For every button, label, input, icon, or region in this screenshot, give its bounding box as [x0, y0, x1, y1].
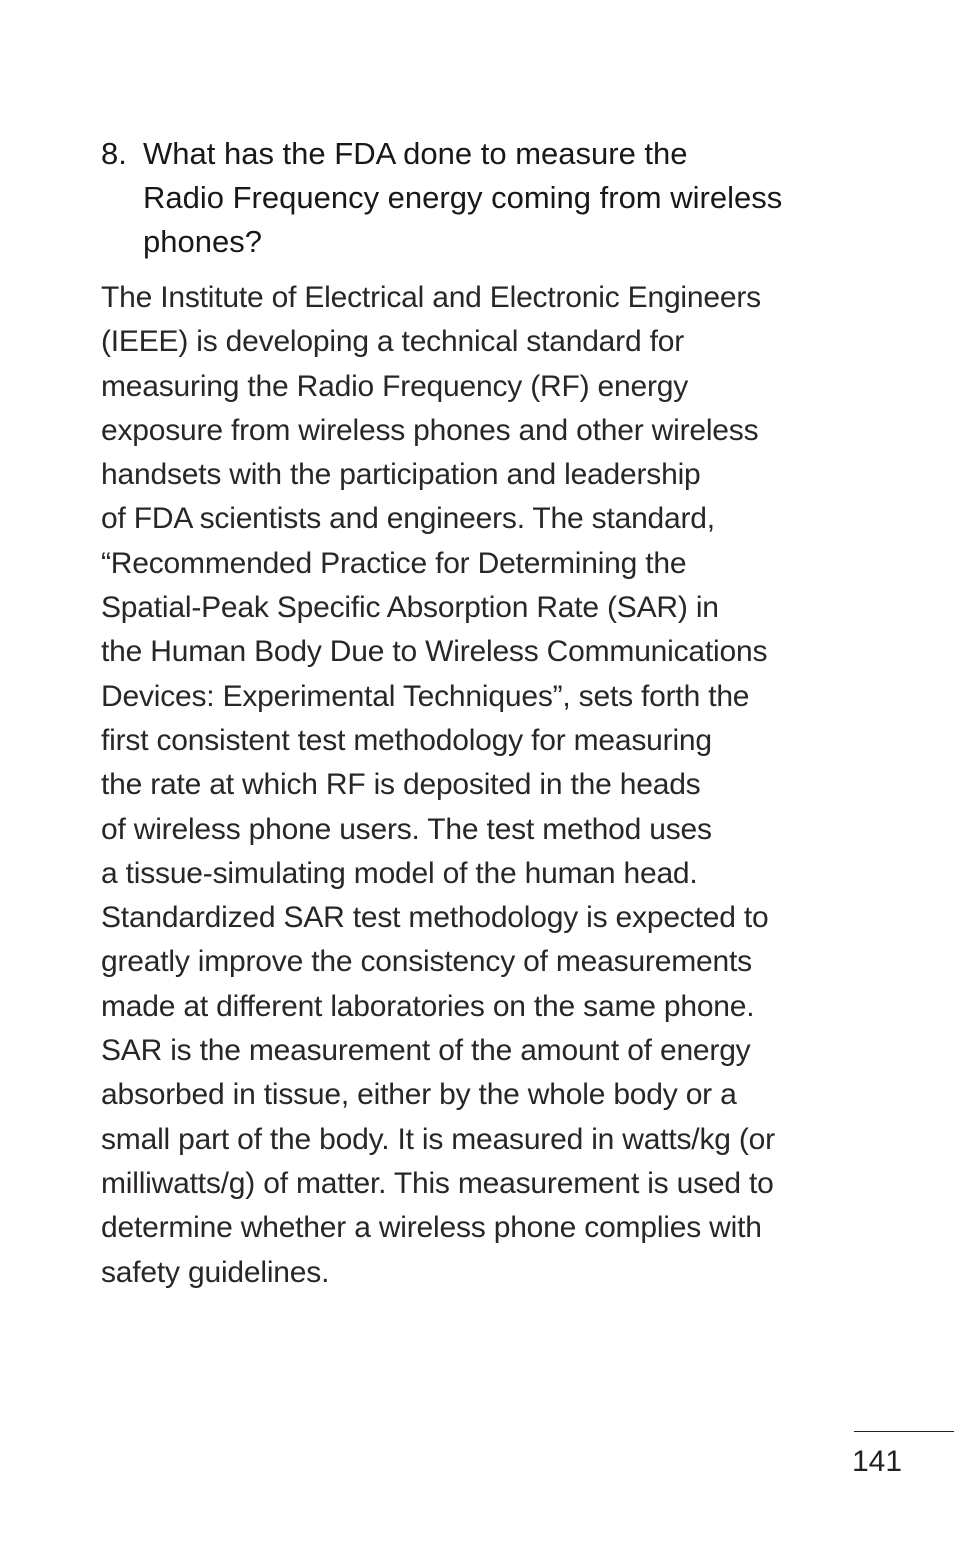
paragraph-line: absorbed in tissue, either by the whole body or a: [101, 1078, 737, 1112]
paragraph-line: safety guidelines.: [101, 1255, 330, 1289]
paragraph-line: a tissue-simulating model of the human head.: [101, 856, 698, 890]
paragraph-line: determine whether a wireless phone complies with: [101, 1211, 762, 1245]
paragraph-line: (IEEE) is developing a technical standard for: [101, 325, 684, 359]
paragraph-line: of wireless phone users. The test method uses: [101, 812, 712, 846]
answer-paragraph: [101, 276, 901, 1295]
paragraph-line: measuring the Radio Frequency (RF) energy: [101, 369, 689, 403]
paragraph-line: The Institute of Electrical and Electronic Engineers: [101, 281, 761, 314]
paragraph-line: Standardized SAR test methodology is expected to: [101, 901, 769, 935]
question-line: phones?: [143, 224, 262, 259]
paragraph-line: the Human Body Due to Wireless Communications: [101, 635, 768, 669]
question-line: Radio Frequency energy coming from wireless: [143, 180, 783, 215]
paragraph-line: SAR is the measurement of the amount of energy: [101, 1034, 751, 1068]
paragraph-line: Spatial-Peak Specific Absorption Rate (SAR) in: [101, 591, 719, 625]
question-text: [143, 132, 901, 264]
paragraph-line: small part of the body. It is measured in watts/kg (or: [101, 1122, 775, 1156]
paragraph-line: exposure from wireless phones and other wireless: [101, 413, 759, 447]
paragraph-line: made at different laboratories on the same phone.: [101, 989, 755, 1023]
paragraph-line: handsets with the participation and leadership: [101, 458, 701, 492]
paragraph-line: the rate at which RF is deposited in the heads: [101, 768, 701, 802]
paragraph-line: first consistent test methodology for measuring: [101, 723, 712, 757]
paragraph-line: greatly improve the consistency of measurements: [101, 945, 752, 979]
question-line: What has the FDA done to measure the: [143, 136, 688, 171]
footer-divider: [854, 1431, 954, 1432]
paragraph-line: Devices: Experimental Techniques”, sets forth the: [101, 679, 750, 713]
paragraph-line: of FDA scientists and engineers. The standard,: [101, 502, 715, 536]
question-heading: [101, 132, 901, 264]
page-number: 141: [852, 1445, 903, 1478]
paragraph-line: “Recommended Practice for Determining the: [101, 546, 687, 580]
paragraph-line: milliwatts/g) of matter. This measurement is used to: [101, 1166, 774, 1200]
question-number: 8.: [101, 136, 127, 171]
